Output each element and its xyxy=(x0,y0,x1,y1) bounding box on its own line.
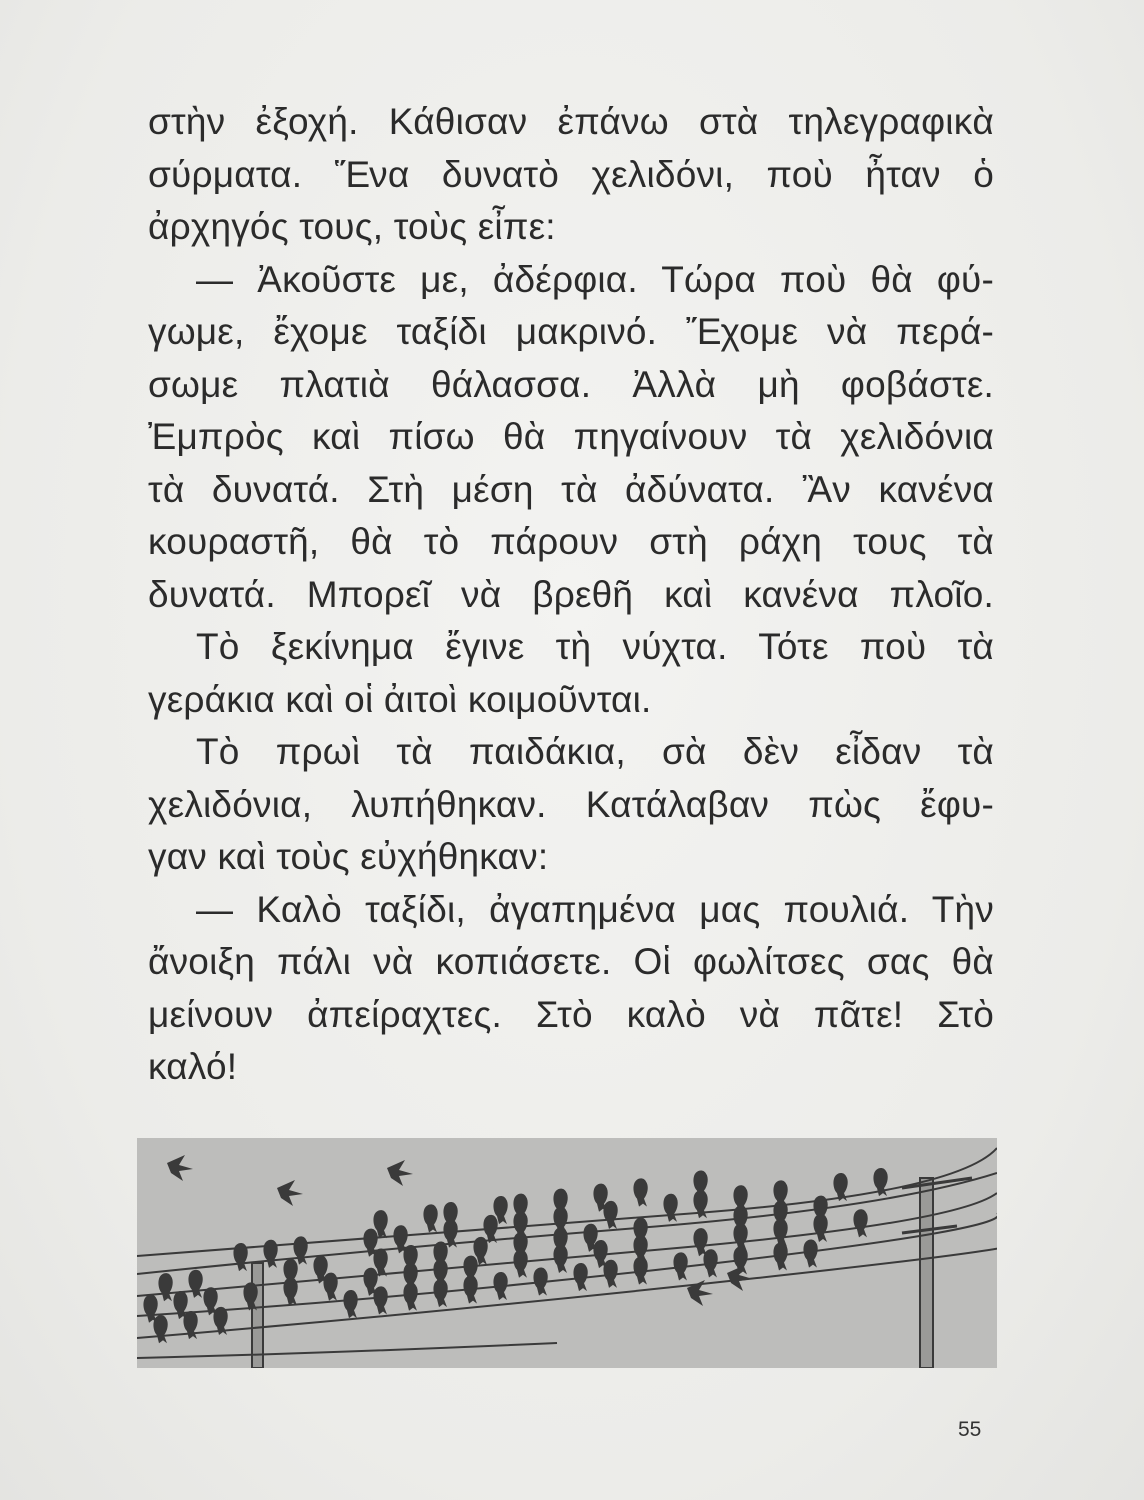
text-line: γωμε, ἔχομε ταξίδι μακρινό. Ἔχομε νὰ περά- xyxy=(148,311,994,352)
text-line: — Καλὸ ταξίδι, ἀγαπημένα μας πουλιά. Τὴν xyxy=(196,888,994,930)
page-number: 55 xyxy=(958,1418,982,1441)
text-line: στὴν ἐξοχή. Κάθισαν ἐπάνω στὰ τηλεγραφικὰ xyxy=(148,101,994,142)
text-line: γαν καὶ τοὺς εὐχήθηκαν: xyxy=(148,836,549,877)
text-line: Τὸ πρωὶ τὰ παιδάκια, σὰ δὲν εἶδαν τὰ xyxy=(196,731,994,772)
text-line: — Ἀκοῦστε με, ἀδέρφια. Τώρα ποὺ θὰ φύ- xyxy=(196,258,994,300)
text-line: Τὸ ξεκίνημα ἔγινε τὴ νύχτα. Τότε ποὺ τὰ xyxy=(196,626,994,667)
text-line: Ἐμπρὸς καὶ πίσω θὰ πηγαίνουν τὰ χελιδόνια xyxy=(148,416,994,457)
text-line: ἀρχηγός τους, τοὺς εἶπε: xyxy=(148,206,556,247)
text-line: τὰ δυνατά. Στὴ μέση τὰ ἀδύνατα. Ἂν κανένα xyxy=(148,468,994,510)
text-line: μείνουν ἀπείραχτες. Στὸ καλὸ νὰ πᾶτε! Στὸ xyxy=(148,993,994,1035)
text-line: σύρματα. Ἕνα δυνατὸ χελιδόνι, ποὺ ἦταν ὁ xyxy=(148,153,994,195)
text-line: ἄνοιξη πάλι νὰ κοπιάσετε. Οἱ φωλίτσες σας θὰ xyxy=(148,941,994,982)
text-line: χελιδόνια, λυπήθηκαν. Κατάλαβαν πὼς ἔφυ- xyxy=(148,783,994,825)
text-line: γεράκια καὶ οἱ ἀιτοὶ κοιμοῦνται. xyxy=(148,678,652,720)
text-line: κουραστῆ, θὰ τὸ πάρουν στὴ ράχη τους τὰ xyxy=(148,521,994,562)
story-text xyxy=(148,96,994,1094)
right-telegraph-pole xyxy=(920,1178,933,1368)
left-telegraph-pole xyxy=(252,1263,263,1368)
text-line: καλό! xyxy=(148,1046,238,1087)
text-line: σωμε πλατιὰ θάλασσα. Ἀλλὰ μὴ φοβάστε. xyxy=(148,363,994,405)
swallows-on-wires-illustration xyxy=(137,1138,997,1368)
text-line: δυνατά. Μπορεῖ νὰ βρεθῆ καὶ κανένα πλοῖο. xyxy=(148,573,994,615)
